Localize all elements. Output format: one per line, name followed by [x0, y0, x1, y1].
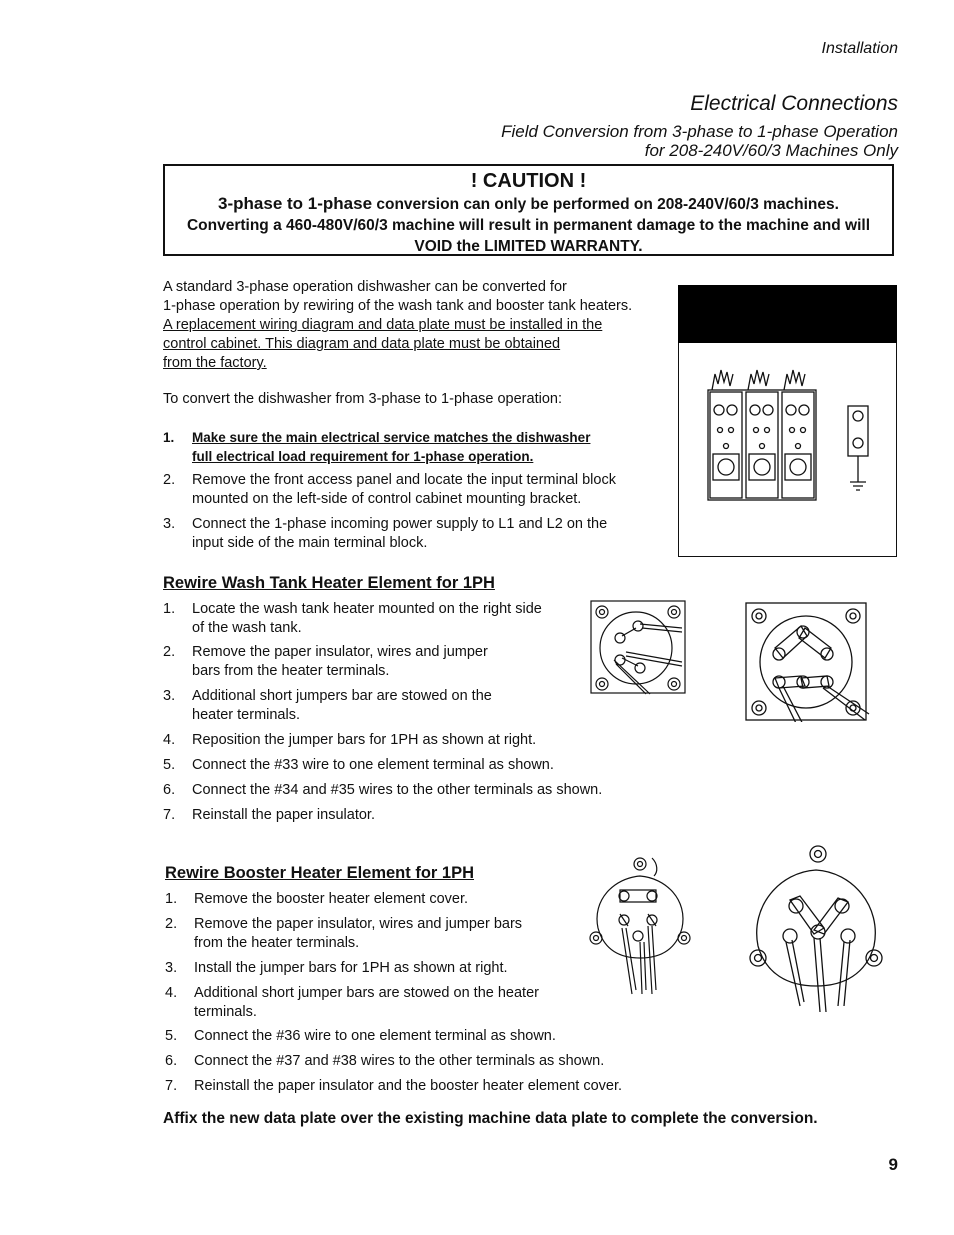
step-text: Connect the #36 wire to one element terminal as shown.	[194, 1028, 556, 1044]
step-number: 3.	[165, 960, 178, 976]
list-item	[165, 1077, 685, 1096]
list-item	[163, 428, 683, 466]
wash-heater-diagram-before	[590, 600, 690, 695]
intro-underlined-1: A replacement wiring diagram and data plate must be installed in the	[163, 317, 603, 333]
list-item	[163, 471, 683, 509]
step-text: Locate the wash tank heater mounted on the right side	[192, 601, 542, 617]
caution-line-2: Converting a 460-480V/60/3 machine will result in permanent damage to the machine and will	[186, 217, 871, 234]
wash-heading: Rewire Wash Tank Heater Element for 1PH	[163, 574, 495, 592]
caution-lead: 3-phase to 1-phase	[218, 194, 373, 213]
section-label: Installation	[821, 40, 898, 57]
step-text: Reposition the jumper bars for 1PH as shown at right.	[192, 732, 537, 748]
step-number: 2.	[165, 916, 178, 932]
step-text: full electrical load requirement for 1-phase operation.	[192, 449, 534, 464]
intro-underlined-3: from the factory.	[163, 355, 267, 371]
list-item	[165, 1052, 685, 1071]
step-number: 1.	[163, 430, 175, 445]
page-title: Electrical Connections	[690, 92, 898, 115]
step-text: Connect the #37 and #38 wires to the other terminals as shown.	[194, 1053, 605, 1069]
step-number: 7.	[165, 1078, 178, 1094]
caution-title: ! CAUTION !	[470, 170, 587, 192]
step-text: Reinstall the paper insulator and the booster heater element cover.	[194, 1078, 623, 1094]
step-text: Install the jumper bars for 1PH as shown at right.	[194, 960, 508, 976]
terminal-block-diagram	[700, 368, 880, 518]
figure-header-bar	[678, 285, 897, 343]
step-number: 5.	[163, 757, 176, 773]
convert-intro: To convert the dishwasher from 3-phase to 1-phase operation:	[163, 391, 562, 407]
caution-line-1-rest: conversion can only be performed on 208-240V/60/3 machines.	[372, 196, 839, 213]
intro-line-2: 1-phase operation by rewiring of the wash tank and booster tank heaters.	[163, 298, 633, 314]
step-text: mounted on the left-side of control cabinet mounting bracket.	[192, 491, 582, 507]
step-number: 2.	[163, 472, 176, 488]
step-text: of the wash tank.	[192, 620, 302, 636]
caution-line-1	[165, 193, 892, 215]
step-text: Additional short jumpers bar are stowed on the	[192, 688, 492, 704]
step-number: 3.	[163, 688, 176, 704]
step-text: Remove the paper insulator, wires and jumper bars	[194, 916, 523, 932]
step-text: Connect the 1-phase incoming power supply to L1 and L2 on the	[192, 516, 608, 532]
step-text: Remove the front access panel and locate the input terminal block	[192, 472, 616, 488]
subtitle-line-2: for 208-240V/60/3 Machines Only	[644, 141, 898, 160]
step-text: bars from the heater terminals.	[192, 663, 390, 679]
step-number: 4.	[163, 732, 176, 748]
intro-underlined-2: control cabinet. This diagram and data plate must be obtained	[163, 336, 561, 352]
subtitle-line-1: Field Conversion from 3-phase to 1-phase Operation	[501, 122, 898, 141]
list-item	[165, 1027, 685, 1046]
step-text: Remove the paper insulator, wires and jumper	[192, 644, 488, 660]
page-subtitle	[501, 122, 898, 160]
step-number: 5.	[165, 1028, 178, 1044]
list-item	[163, 806, 683, 825]
step-number: 1.	[163, 601, 176, 617]
step-text: Remove the booster heater element cover.	[194, 891, 469, 907]
step-text: heater terminals.	[192, 707, 300, 723]
step-text: Additional short jumper bars are stowed on the heater	[194, 985, 539, 1001]
list-item	[163, 781, 683, 800]
step-text: Connect the #33 wire to one element terminal as shown.	[192, 757, 554, 773]
step-text: Reinstall the paper insulator.	[192, 807, 375, 823]
step-text: Make sure the main electrical service matches the dishwasher	[192, 430, 591, 445]
wash-heater-diagram-after	[745, 602, 870, 722]
step-number: 6.	[165, 1053, 178, 1069]
list-item	[163, 756, 683, 775]
intro-line-1: A standard 3-phase operation dishwasher can be converted for	[163, 279, 567, 295]
step-text: input side of the main terminal block.	[192, 535, 428, 551]
convert-steps	[163, 428, 683, 558]
final-note: Affix the new data plate over the existing machine data plate to complete the conversion.	[163, 1110, 818, 1127]
list-item	[163, 515, 683, 553]
booster-heater-diagram-before	[584, 850, 699, 1000]
step-text: Connect the #34 and #35 wires to the other terminals as shown.	[192, 782, 603, 798]
booster-heater-diagram-after	[740, 836, 890, 1016]
step-text: terminals.	[194, 1004, 257, 1020]
step-number: 3.	[163, 516, 176, 532]
step-number: 4.	[165, 985, 178, 1001]
step-number: 7.	[163, 807, 176, 823]
booster-heading: Rewire Booster Heater Element for 1PH	[165, 864, 475, 882]
step-number: 6.	[163, 782, 176, 798]
page-number: 9	[888, 1155, 898, 1174]
step-text: from the heater terminals.	[194, 935, 360, 951]
caution-box	[163, 164, 894, 256]
intro-paragraph	[163, 278, 673, 373]
step-number: 1.	[165, 891, 178, 907]
list-item	[163, 731, 683, 750]
caution-line-3: VOID the LIMITED WARRANTY.	[414, 238, 643, 255]
step-number: 2.	[163, 644, 176, 660]
